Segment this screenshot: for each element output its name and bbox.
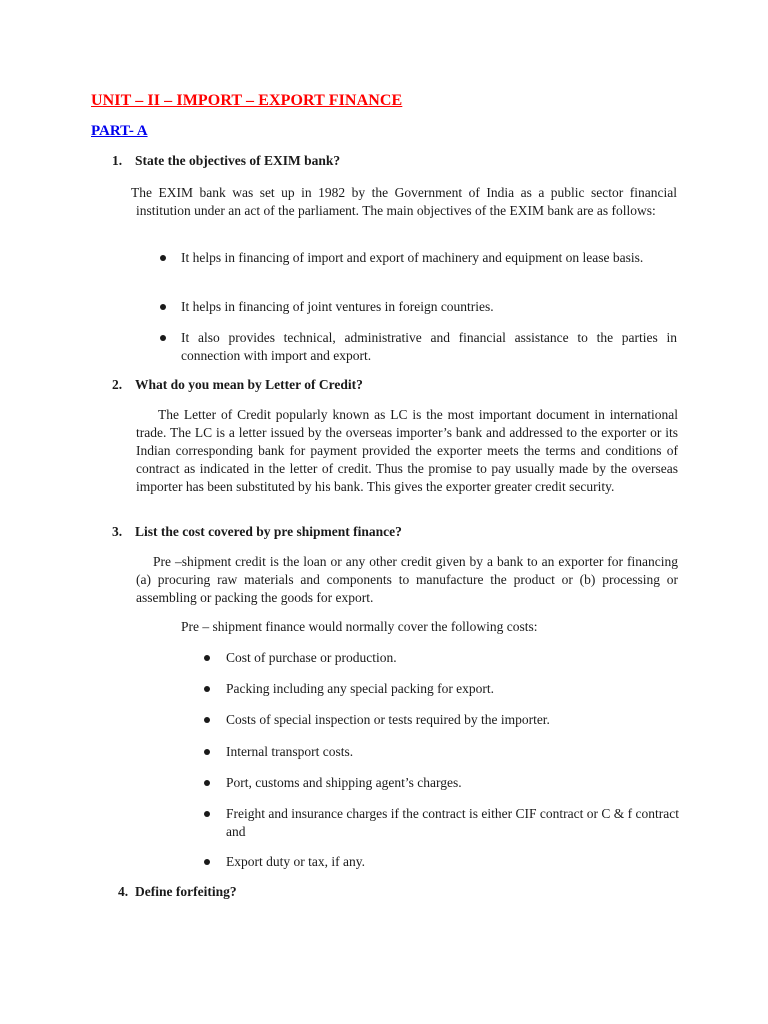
q1-bullet-2: It helps in financing of joint ventures in foreign countries. bbox=[181, 299, 494, 314]
bullet-icon bbox=[160, 335, 166, 341]
question-3 bbox=[112, 524, 402, 540]
bullet-icon bbox=[204, 686, 210, 692]
q3-bullet-2: Packing including any special packing for export. bbox=[226, 681, 495, 696]
unit-title: UNIT – II – IMPORT – EXPORT FINANCE bbox=[91, 92, 403, 109]
question-text: List the cost covered by pre shipment finance? bbox=[135, 524, 402, 539]
q3-bullet-6: Freight and insurance charges if the contract is either CIF contract or C & f contract and bbox=[226, 806, 679, 839]
question-number: 4. bbox=[118, 884, 129, 899]
bullet-icon bbox=[160, 255, 166, 261]
part-title: PART- A bbox=[91, 123, 148, 139]
question-number: 1. bbox=[112, 153, 123, 168]
q1-bullet-3: It also provides technical, administrative and financial assistance to the parties in connection with import and export. bbox=[181, 330, 677, 363]
answer-1-intro bbox=[131, 184, 677, 220]
bullet-icon bbox=[160, 304, 166, 310]
question-number: 3. bbox=[112, 524, 123, 539]
q3-bullet-4: Internal transport costs. bbox=[226, 744, 354, 759]
question-text: What do you mean by Letter of Credit? bbox=[135, 377, 363, 392]
q3-bullet-5: Port, customs and shipping agent’s charges. bbox=[226, 775, 462, 790]
bullet-icon bbox=[204, 811, 210, 817]
question-2 bbox=[112, 377, 363, 393]
bullet-icon bbox=[204, 749, 210, 755]
question-number: 2. bbox=[112, 377, 123, 392]
question-text: State the objectives of EXIM bank? bbox=[135, 153, 341, 168]
bullet-icon bbox=[204, 859, 210, 865]
q3-bullet-7: Export duty or tax, if any. bbox=[226, 854, 365, 869]
bullet-icon bbox=[204, 655, 210, 661]
answer-3: Pre –shipment credit is the loan or any other credit given by a bank to an exporter for financing (a) procuring raw materials and components to manufacture the product or (b) processing or assembling or packing the goods for export. bbox=[136, 554, 678, 605]
q3-bullet-1: Cost of purchase or production. bbox=[226, 650, 397, 665]
question-4 bbox=[118, 884, 237, 900]
q3-bullet-3: Costs of special inspection or tests required by the importer. bbox=[226, 712, 550, 727]
answer-1-intro-text: The EXIM bank was set up in 1982 by the Government of India as a public sector financial institution under an act of the parliament. The main objectives of the EXIM bank are as follows: bbox=[131, 185, 677, 218]
answer-3-lead: Pre – shipment finance would normally cover the following costs: bbox=[181, 619, 538, 634]
bullet-icon bbox=[204, 780, 210, 786]
question-text: Define forfeiting? bbox=[135, 884, 237, 899]
bullet-icon bbox=[204, 717, 210, 723]
q1-bullet-1: It helps in financing of import and export of machinery and equipment on lease basis. bbox=[181, 250, 644, 265]
question-1 bbox=[112, 153, 340, 169]
answer-2: The Letter of Credit popularly known as LC is the most important document in international trade. The LC is a letter issued by the overseas importer’s bank and addressed to the exporter or its Indian corresponding bank for payment provided the exporter meets the terms and conditions of contract as indicated in the letter of credit. Thus the promise to pay usually made by the overseas importer has been substituted by his bank. This gives the exporter greater credit security. bbox=[136, 407, 678, 494]
